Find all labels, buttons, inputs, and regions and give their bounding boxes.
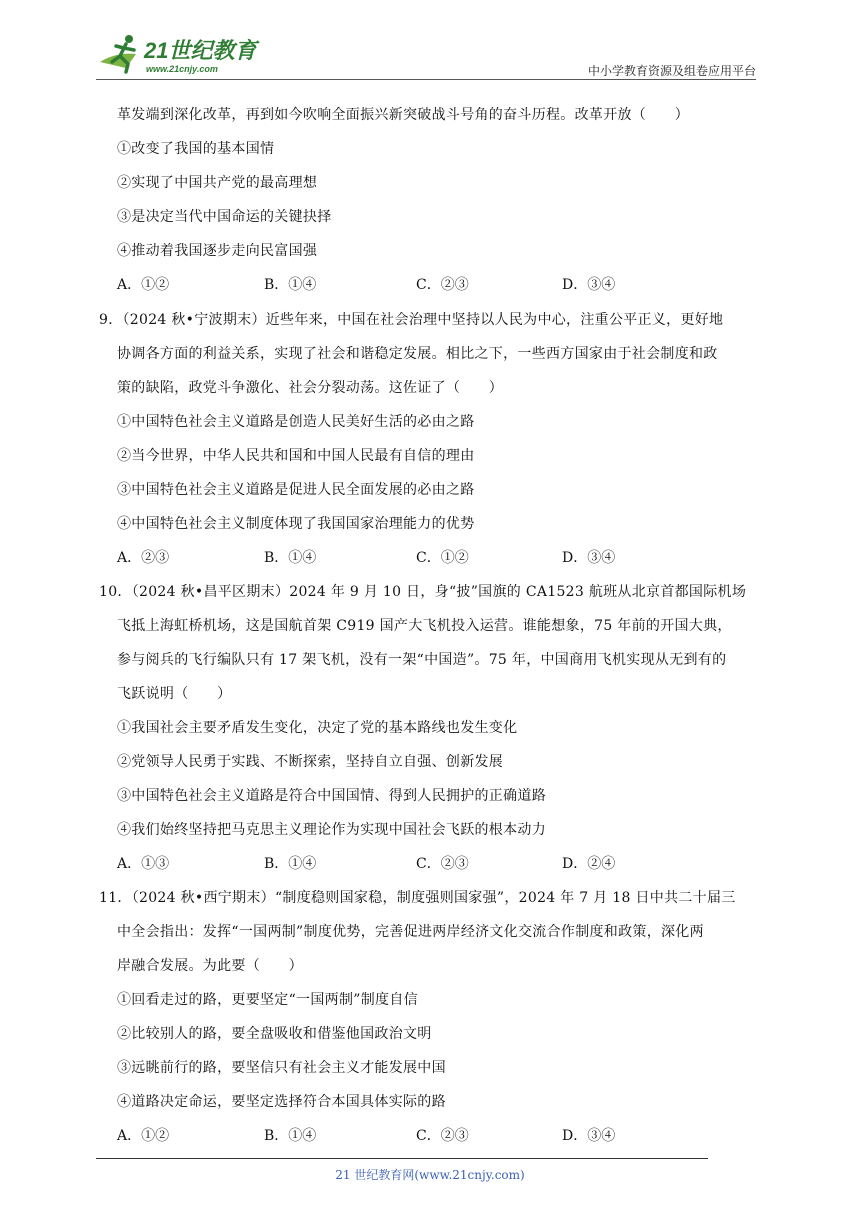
option-b[interactable]: B．①④	[264, 856, 317, 872]
option-b[interactable]: B．①④	[264, 277, 317, 293]
choice-item: ③远眺前行的路，要坚信只有社会主义才能发展中国	[117, 1060, 446, 1076]
question-10-line-3: 参与阅兵的飞行编队只有 17 架飞机，没有一架“中国造”。75 年，中国商用飞机实现从无到有的	[117, 652, 727, 668]
option-a[interactable]: A．②③	[117, 550, 170, 566]
choice-item: ②当今世界，中华人民共和国和中国人民最有自信的理由	[117, 448, 475, 464]
choice-item: ④推动着我国逐步走向民富国强	[117, 243, 318, 259]
option-a[interactable]: A．①③	[117, 856, 170, 872]
option-c[interactable]: C．①②	[416, 550, 469, 566]
choice-item: ④我们始终坚持把马克思主义理论作为实现中国社会飞跃的根本动力	[117, 822, 546, 838]
choice-item: ②实现了中国共产党的最高理想	[117, 175, 318, 191]
site-logo[interactable]	[96, 32, 266, 76]
option-c[interactable]: C．②③	[416, 856, 469, 872]
option-c[interactable]: C．②③	[416, 1128, 469, 1144]
header-divider	[96, 79, 756, 80]
runner-icon	[100, 35, 136, 72]
option-a[interactable]: A．①②	[117, 1128, 170, 1144]
question-11-line-1: 11．（2024 秋•西宁期末）“制度稳则国家稳，制度强则国家强”，2024 年 7 月 18 日中共二十届三	[99, 890, 736, 906]
question-10-line-1: 10．（2024 秋•昌平区期末）2024 年 9 月 10 日，身“披”国旗的 CA1523 航班从北京首都国际机场	[99, 584, 747, 600]
choice-item: ②比较别人的路，要全盘吸收和借鉴他国政治文明	[117, 1026, 432, 1042]
option-d[interactable]: D．③④	[562, 1128, 616, 1144]
choice-item: ①中国特色社会主义道路是创造人民美好生活的必由之路	[117, 414, 475, 430]
question-11-line-2: 中全会指出：发挥“一国两制”制度优势，完善促进两岸经济文化交流合作制度和政策，深化两	[117, 924, 704, 940]
choice-item: ①我国社会主要矛盾发生变化，决定了党的基本路线也发生变化	[117, 720, 518, 736]
choice-item: ④中国特色社会主义制度体现了我国国家治理能力的优势	[117, 516, 475, 532]
choice-item: ③是决定当代中国命运的关键抉择	[117, 209, 332, 225]
question-9-line-2: 协调各方面的利益关系，实现了社会和谐稳定发展。相比之下，一些西方国家由于社会制度和政	[117, 346, 718, 362]
platform-label: 中小学教育资源及组卷应用平台	[587, 64, 756, 78]
choice-item: ①改变了我国的基本国情	[117, 141, 275, 157]
footer-divider	[96, 1158, 708, 1159]
choice-item: ③中国特色社会主义道路是促进人民全面发展的必由之路	[117, 482, 475, 498]
option-d[interactable]: D．③④	[562, 277, 616, 293]
question-10-line-2: 飞抵上海虹桥机场，这是国航首架 C919 国产大飞机投入运营。谁能想象，75 年前的开国大典，	[117, 618, 732, 634]
option-d[interactable]: D．②④	[562, 856, 616, 872]
question-9-line-1: 9．（2024 秋•宁波期末）近些年来，中国在社会治理中坚持以人民为中心，注重公平正义，更好地	[99, 312, 724, 328]
choice-item: ④道路决定命运，要坚定选择符合本国具体实际的路	[117, 1094, 446, 1110]
question-10-line-4: 飞跃说明（ ）	[117, 686, 232, 702]
page-header	[96, 32, 756, 78]
question-stem: 革发端到深化改革，再到如今吹响全面振兴新突破战斗号角的奋斗历程。改革开放（ ）	[117, 107, 689, 123]
svg-text:www.21cnjy.com: www.21cnjy.com	[146, 64, 218, 74]
option-a[interactable]: A．①②	[117, 277, 170, 293]
option-d[interactable]: D．③④	[562, 550, 616, 566]
option-c[interactable]: C．②③	[416, 277, 469, 293]
choice-item: ③中国特色社会主义道路是符合中国国情、得到人民拥护的正确道路	[117, 788, 546, 804]
option-b[interactable]: B．①④	[264, 550, 317, 566]
question-11-line-3: 岸融合发展。为此要（ ）	[117, 958, 303, 974]
svg-text:21世纪教育: 21世纪教育	[144, 38, 257, 63]
question-9-line-3: 策的缺陷，政党斗争激化、社会分裂动荡。这佐证了（ ）	[117, 380, 504, 396]
footer-link[interactable]: 21 世纪教育网(www.21cnjy.com)	[335, 1168, 525, 1182]
choice-item: ①回看走过的路，更要坚定“一国两制”制度自信	[117, 992, 418, 1008]
option-b[interactable]: B．①④	[264, 1128, 317, 1144]
choice-item: ②党领导人民勇于实践、不断探索，坚持自立自强、创新发展	[117, 754, 504, 770]
